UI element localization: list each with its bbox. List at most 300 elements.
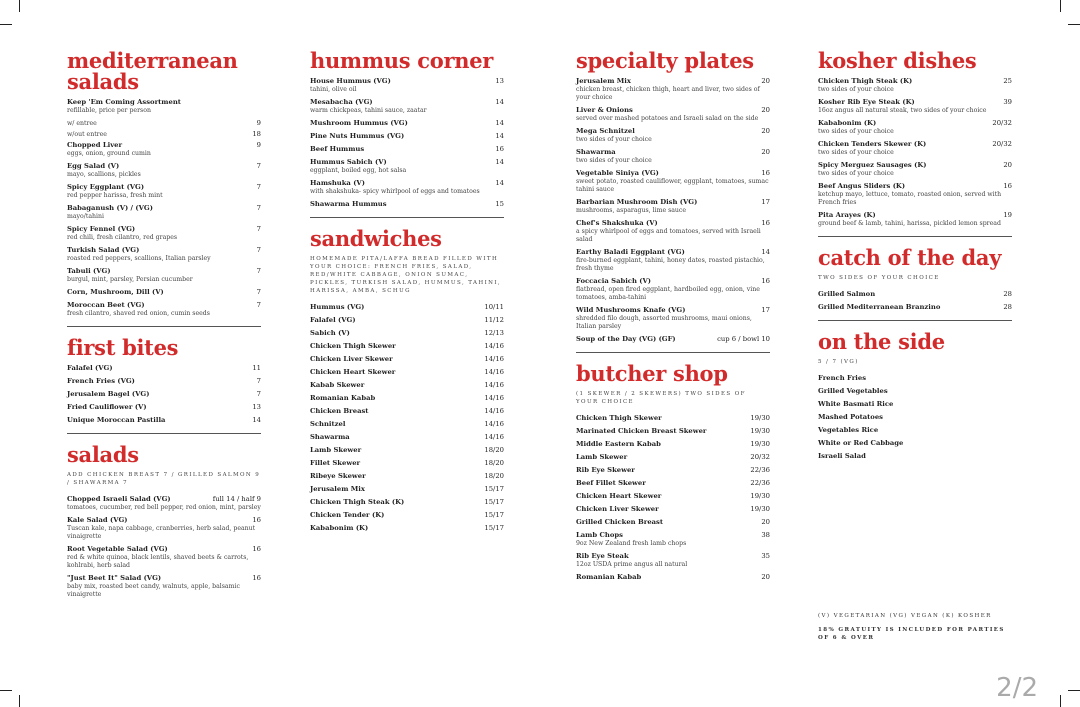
crop-mark-tl <box>0 24 12 25</box>
section-divider <box>576 352 770 353</box>
crop-mark-br <box>1068 690 1080 691</box>
item-price: 20 <box>761 127 770 135</box>
menu-item <box>310 524 504 533</box>
item-name: Grilled Mediterranean Branzino <box>818 303 941 311</box>
item-name: Chicken Thigh Steak (K) <box>818 77 913 85</box>
item-name: Vegetable Siniya (VG) <box>576 169 659 177</box>
menu-item <box>67 390 261 399</box>
section-heading: catch of the day <box>818 245 1002 270</box>
item-price: 11/12 <box>484 316 504 324</box>
item-price: 12/13 <box>484 329 504 337</box>
item-name: Liver & Onions <box>576 106 633 114</box>
menu-section-catch-of-the-day <box>818 247 1012 321</box>
menu-item <box>310 303 504 312</box>
item-name: Chicken Thigh Skewer <box>310 342 396 350</box>
menu-item <box>67 574 261 599</box>
item-name: Chicken Breast <box>310 407 369 415</box>
menu-item <box>818 98 1012 115</box>
menu-item <box>310 158 504 175</box>
item-name: Wild Mushrooms Knafe (VG) <box>576 306 686 314</box>
item-name: Middle Eastern Kabab <box>576 440 661 448</box>
item-description: two sides of your choice <box>576 136 652 143</box>
menu-item <box>576 306 770 331</box>
menu-item <box>576 492 770 501</box>
item-name: Root Vegetable Salad (VG) <box>67 545 168 553</box>
menu-item <box>576 77 770 102</box>
item-price: 35 <box>761 552 770 560</box>
item-price: 20/32 <box>992 140 1012 148</box>
item-description: sweet potato, roasted cauliflower, eggplant, tomatoes, sumac tahini sauce <box>576 178 769 193</box>
menu-item <box>818 387 1012 396</box>
section-divider <box>818 236 1012 237</box>
menu-item <box>818 77 1012 94</box>
section-heading: butcher shop <box>576 361 728 386</box>
menu-item <box>310 119 504 128</box>
item-description: red chili, fresh cilantro, red grapes <box>67 234 178 241</box>
item-name: Falafel (VG) <box>310 316 356 324</box>
item-price: 20 <box>761 77 770 85</box>
menu-column-4 <box>818 50 1012 465</box>
item-name: Fried Cauliflower (V) <box>67 403 147 411</box>
section-heading: hummus corner <box>310 48 494 73</box>
menu-item <box>576 277 770 302</box>
menu-item <box>310 498 504 507</box>
menu-section-salads <box>67 444 261 599</box>
item-name: Chef's Shakshuka (V) <box>576 219 658 227</box>
item-name: Sabich (V) <box>310 329 350 337</box>
item-price: 16 <box>761 277 770 285</box>
item-price: 14 <box>495 132 504 140</box>
item-name: Rib Eye Skewer <box>576 466 635 474</box>
item-price: 11 <box>252 364 261 372</box>
menu-item <box>67 130 261 139</box>
item-name: Spicy Eggplant (VG) <box>67 183 145 191</box>
menu-item <box>310 511 504 520</box>
diet-legend: (V) VEGETARIAN (VG) VEGAN (K) KOSHER <box>818 613 992 619</box>
item-price: 16 <box>761 219 770 227</box>
menu-section-specialty-plates <box>576 50 770 353</box>
item-price: 14/16 <box>484 368 504 376</box>
menu-item <box>576 106 770 123</box>
menu-item <box>576 573 770 582</box>
menu-item <box>310 381 504 390</box>
item-description: two sides of your choice <box>818 128 894 135</box>
section-heading: specialty plates <box>576 48 754 73</box>
item-price: 28 <box>1003 290 1012 298</box>
menu-item <box>67 183 261 200</box>
crop-mark-bl-v <box>19 695 20 707</box>
item-name: Chicken Heart Skewer <box>576 492 662 500</box>
menu-item <box>576 427 770 436</box>
item-name: Shawarma <box>310 433 350 441</box>
item-name: Earthy Baladi Eggplant (VG) <box>576 248 685 256</box>
item-price: 18/20 <box>484 472 504 480</box>
item-description: fresh cilantro, shaved red onion, cumin seeds <box>67 310 210 317</box>
item-name: Shawarma Hummus <box>310 200 387 208</box>
menu-item <box>818 211 1012 228</box>
item-name: Marinated Chicken Breast Skewer <box>576 427 707 435</box>
item-description: roasted red peppers, scallions, Italian parsley <box>67 255 211 262</box>
item-description: two sides of your choice <box>818 149 894 156</box>
menu-item <box>67 364 261 373</box>
item-name: Shawarma <box>576 148 616 156</box>
menu-item <box>310 368 504 377</box>
item-price: 20 <box>761 518 770 526</box>
item-description: Tuscan kale, napa cabbage, cranberries, herb salad, peanut vinaigrette <box>67 525 256 540</box>
menu-item <box>310 355 504 364</box>
item-name: House Hummus (VG) <box>310 77 391 85</box>
item-name: Romanian Kabab <box>576 573 642 581</box>
menu-item <box>67 516 261 541</box>
item-option: w/ entree <box>67 120 97 127</box>
menu-item <box>67 545 261 570</box>
menu-section-mediterranean-salads <box>67 50 261 327</box>
item-name: Hummus Sabich (V) <box>310 158 387 166</box>
menu-section-on-the-side <box>818 331 1012 461</box>
menu-item <box>576 148 770 165</box>
item-price: 19/30 <box>750 427 770 435</box>
menu-item <box>310 433 504 442</box>
item-name: Grilled Vegetables <box>818 387 888 395</box>
item-price: 18/20 <box>484 459 504 467</box>
item-price: 7 <box>256 183 261 191</box>
menu-item <box>67 377 261 386</box>
item-price: 7 <box>256 225 261 233</box>
item-price: 20 <box>761 106 770 114</box>
menu-item <box>67 246 261 263</box>
item-name: Kababonim (K) <box>818 119 877 127</box>
item-name: Hamshuka (V) <box>310 179 365 187</box>
item-name: Falafel (VG) <box>67 364 113 372</box>
item-name: Beef Angus Sliders (K) <box>818 182 906 190</box>
menu-item <box>310 446 504 455</box>
menu-item <box>576 552 770 569</box>
item-price: 39 <box>1003 98 1012 106</box>
item-description: eggplant, boiled egg, hot salsa <box>310 167 407 174</box>
item-description: served over mashed potatoes and Israeli salad on the side <box>576 115 759 122</box>
item-name: Mega Schnitzel <box>576 127 635 135</box>
item-name: Kale Salad (VG) <box>67 516 128 524</box>
item-name: Lamb Chops <box>576 531 623 539</box>
item-name: Grilled Chicken Breast <box>576 518 664 526</box>
menu-item <box>310 342 504 351</box>
item-description: refillable, price per person <box>67 107 151 114</box>
item-price: 16 <box>761 169 770 177</box>
item-name: Pine Nuts Hummus (VG) <box>310 132 405 140</box>
item-price: 14/16 <box>484 381 504 389</box>
item-name: Moroccan Beet (VG) <box>67 301 145 309</box>
item-description: ketchup mayo, lettuce, tomato, roasted onion, served with French fries <box>818 191 1002 206</box>
item-name: Turkish Salad (VG) <box>67 246 140 254</box>
item-description: a spicy whirlpool of eggs and tomatoes, served with Israeli salad <box>576 228 761 243</box>
menu-section-sandwiches <box>310 228 504 533</box>
item-price: 15 <box>495 200 504 208</box>
item-description: red pepper harissa, fresh mint <box>67 192 163 199</box>
item-name: Jerusalem Bagel (VG) <box>67 390 150 398</box>
menu-item <box>310 98 504 115</box>
section-heading: kosher dishes <box>818 48 977 73</box>
section-heading: salads <box>67 442 139 467</box>
menu-section-hummus-corner <box>310 50 504 218</box>
menu-item <box>818 374 1012 383</box>
item-price: 19 <box>1003 211 1012 219</box>
item-price: 14 <box>495 158 504 166</box>
item-price: 18/20 <box>484 446 504 454</box>
menu-item <box>310 459 504 468</box>
item-name: Corn, Mushroom, Dill (V) <box>67 288 164 296</box>
item-name: Schnitzel <box>310 420 346 428</box>
item-price: 16 <box>252 516 261 524</box>
item-name: Beef Hummus <box>310 145 365 153</box>
item-price: 14/16 <box>484 407 504 415</box>
item-price: 19/30 <box>750 505 770 513</box>
item-name: Kosher Rib Eye Steak (K) <box>818 98 915 106</box>
menu-item <box>310 77 504 94</box>
menu-item <box>576 127 770 144</box>
item-price: 20 <box>761 573 770 581</box>
section-divider <box>67 433 261 434</box>
section-divider <box>67 326 261 327</box>
item-price: 22/36 <box>750 479 770 487</box>
item-name: Chicken Heart Skewer <box>310 368 396 376</box>
item-name: Unique Moroccan Pastilla <box>67 416 166 424</box>
item-price: 28 <box>1003 303 1012 311</box>
menu-section-kosher-dishes <box>818 50 1012 237</box>
item-name: Israeli Salad <box>818 452 866 460</box>
section-note: 5 / 7 (VG) <box>818 359 859 365</box>
item-name: Chicken Thigh Steak (K) <box>310 498 405 506</box>
item-description: 9oz New Zealand fresh lamb chops <box>576 540 687 547</box>
item-name: French Fries <box>818 374 867 382</box>
item-price: 22/36 <box>750 466 770 474</box>
menu-item <box>576 466 770 475</box>
item-name: Beef Fillet Skewer <box>576 479 646 487</box>
item-price: 14 <box>495 179 504 187</box>
menu-item <box>818 303 1012 312</box>
item-price: 9 <box>256 141 261 149</box>
menu-item <box>576 198 770 215</box>
item-description: warm chickpeas, tahini sauce, zaatar <box>310 107 427 114</box>
item-price: 20/32 <box>750 453 770 461</box>
item-name: Jerusalem Mix <box>310 485 365 493</box>
menu-item <box>818 140 1012 157</box>
section-note: HOMEMADE PITA/LAFFA BREAD FILLED WITH YOUR CHOICE: FRENCH FRIES, SALAD, RED/WHITE CABBAGE, ONION SUMAC, PICKLES, TURKISH SALAD, HUMMUS, TAHINI, HARISSA, AMBA, SCHUG <box>310 256 502 294</box>
menu-item <box>310 329 504 338</box>
item-name: Chicken Liver Skewer <box>310 355 393 363</box>
item-description: 12oz USDA prime angus all natural <box>576 561 688 568</box>
menu-section-butcher-shop <box>576 363 770 582</box>
item-price: 16 <box>252 545 261 553</box>
item-price: 7 <box>256 377 261 385</box>
item-price: 9 <box>256 119 261 127</box>
item-description: tahini, olive oil <box>310 86 357 93</box>
menu-item <box>67 301 261 318</box>
menu-item <box>576 440 770 449</box>
item-name: Ribeye Skewer <box>310 472 366 480</box>
menu-column-1 <box>67 50 261 603</box>
item-name: Rib Eye Steak <box>576 552 629 560</box>
menu-item <box>67 416 261 425</box>
menu-item <box>310 472 504 481</box>
item-description: ground beef & lamb, tahini, harissa, pickled lemon spread <box>818 220 1001 227</box>
menu-item <box>310 145 504 154</box>
item-price: 14/16 <box>484 433 504 441</box>
legend <box>818 612 1018 642</box>
item-name: White or Red Cabbage <box>818 439 904 447</box>
menu-item <box>67 162 261 179</box>
section-note: ADD CHICKEN BREAST 7 / GRILLED SALMON 9 / SHAWARMA 7 <box>67 472 261 486</box>
item-name: Keep 'Em Coming Assortment <box>67 98 181 106</box>
section-heading: mediterranean salads <box>67 48 238 94</box>
item-price: 7 <box>256 162 261 170</box>
menu-item <box>818 426 1012 435</box>
menu-column-3 <box>576 50 770 586</box>
item-description: mushrooms, asparagus, lime sauce <box>576 207 687 214</box>
item-description: chicken breast, chicken thigh, heart and liver, two sides of your choice <box>576 86 760 101</box>
item-price: 38 <box>761 531 770 539</box>
item-name: Barbarian Mushroom Dish (VG) <box>576 198 698 206</box>
item-name: Grilled Salmon <box>818 290 876 298</box>
menu-item <box>67 119 261 128</box>
item-price: 7 <box>256 246 261 254</box>
item-description: two sides of your choice <box>818 86 894 93</box>
item-price: 7 <box>256 301 261 309</box>
menu-item <box>818 452 1012 461</box>
item-description: fire-burned eggplant, tahini, honey dates, roasted pistachio, fresh thyme <box>576 257 765 272</box>
item-name: "Just Beet It" Salad (VG) <box>67 574 162 582</box>
menu-item <box>67 204 261 221</box>
menu-item <box>576 505 770 514</box>
item-name: Chicken Tenders Skewer (K) <box>818 140 927 148</box>
item-name: Romanian Kabab <box>310 394 376 402</box>
menu-item <box>67 141 261 158</box>
section-divider <box>818 320 1012 321</box>
menu-item <box>576 479 770 488</box>
menu-column-2 <box>310 50 504 537</box>
item-description: mayo/tahini <box>67 213 104 220</box>
item-price: 7 <box>256 204 261 212</box>
item-price: 14/16 <box>484 394 504 402</box>
item-name: Lamb Skewer <box>310 446 362 454</box>
item-price: 16 <box>495 145 504 153</box>
item-price: 14/16 <box>484 355 504 363</box>
crop-mark-tr-v <box>1060 0 1061 12</box>
menu-item <box>818 400 1012 409</box>
item-price: 17 <box>761 198 770 206</box>
menu-item <box>67 225 261 242</box>
menu-item <box>576 248 770 273</box>
item-name: Mesabacha (VG) <box>310 98 373 106</box>
item-description: mayo, scallions, pickles <box>67 171 141 178</box>
menu-item <box>576 219 770 244</box>
item-price: 20/32 <box>992 119 1012 127</box>
section-note: (1 SKEWER / 2 SKEWERS) TWO SIDES OF YOUR CHOICE <box>576 391 746 405</box>
crop-mark-bl <box>0 690 12 691</box>
item-name: Spicy Fennel (VG) <box>67 225 136 233</box>
item-name: Fillet Skewer <box>310 459 361 467</box>
item-price: 15/17 <box>484 524 504 532</box>
item-description: with shakshuka- spicy whirlpool of eggs and tomatoes <box>310 188 480 195</box>
menu-item <box>576 453 770 462</box>
item-price: 16 <box>252 574 261 582</box>
item-price: 10/11 <box>484 303 504 311</box>
menu-item <box>310 485 504 494</box>
item-price: 15/17 <box>484 498 504 506</box>
item-description: two sides of your choice <box>576 157 652 164</box>
item-price: 14 <box>761 248 770 256</box>
item-price: 14 <box>495 98 504 106</box>
item-name: Tabuli (VG) <box>67 267 111 275</box>
item-name: Hummus (VG) <box>310 303 365 311</box>
item-name: Chicken Tender (K) <box>310 511 385 519</box>
item-price: full 14 / half 9 <box>212 495 261 503</box>
item-price: 14/16 <box>484 342 504 350</box>
item-name: Chicken Thigh Skewer <box>576 414 662 422</box>
menu-item <box>818 161 1012 178</box>
item-name: Babaganush (V) / (VG) <box>67 204 153 212</box>
item-name: Soup of the Day (VG) (GF) <box>576 335 676 343</box>
item-price: 14/16 <box>484 420 504 428</box>
item-name: French Fries (VG) <box>67 377 135 385</box>
item-name: Jerusalem Mix <box>576 77 631 85</box>
item-name: Egg Salad (V) <box>67 162 120 170</box>
item-price: 13 <box>252 403 261 411</box>
item-name: Mushroom Hummus (VG) <box>310 119 408 127</box>
menu-item <box>67 98 261 115</box>
item-description: two sides of your choice <box>818 170 894 177</box>
item-description: flatbread, open fired eggplant, hardboiled egg, onion, vine tomatoes, amba-tahini <box>576 286 760 301</box>
menu-item <box>576 335 770 344</box>
item-description: baby mix, roasted beet candy, walnuts, apple, balsamic vinaigrette <box>67 583 240 598</box>
item-price: 16 <box>1003 182 1012 190</box>
item-description: eggs, onion, ground cumin <box>67 150 151 157</box>
menu-item <box>67 267 261 284</box>
item-description: tomatoes, cucumber, red bell pepper, red onion, mint, parsley <box>67 504 261 511</box>
menu-item <box>818 439 1012 448</box>
item-name: Foccacia Sabich (V) <box>576 277 651 285</box>
item-price: 15/17 <box>484 485 504 493</box>
item-price: 20 <box>761 148 770 156</box>
menu-item <box>818 119 1012 136</box>
crop-mark-tr <box>1068 24 1080 25</box>
menu-item <box>310 316 504 325</box>
menu-item <box>576 531 770 548</box>
page-number: 2/2 <box>996 673 1038 703</box>
item-name: Kababonim (K) <box>310 524 369 532</box>
crop-mark-br-v <box>1060 695 1061 707</box>
item-price: 19/30 <box>750 414 770 422</box>
item-price: 18 <box>252 130 261 138</box>
item-description: 16oz angus all natural steak, two sides of your choice <box>818 107 987 114</box>
menu-item <box>818 413 1012 422</box>
menu-item <box>310 394 504 403</box>
menu-item <box>818 182 1012 207</box>
item-description: burgul, mint, parsley, Persian cucumber <box>67 276 193 283</box>
item-price: 19/30 <box>750 492 770 500</box>
menu-item <box>310 420 504 429</box>
item-name: Kabab Skewer <box>310 381 365 389</box>
item-description: shredded filo dough, assorted mushrooms, maui onions, Italian parsley <box>576 315 752 330</box>
menu-item <box>310 132 504 141</box>
item-price: 25 <box>1003 77 1012 85</box>
menu-item <box>576 169 770 194</box>
item-price: 7 <box>256 390 261 398</box>
item-description: red & white quinoa, black lentils, shaved beets & carrots, kohlrabi, herb salad <box>67 554 249 569</box>
section-note: TWO SIDES OF YOUR CHOICE <box>818 275 940 281</box>
crop-mark-tl-v <box>19 0 20 12</box>
menu-item <box>310 407 504 416</box>
item-name: Mashed Potatoes <box>818 413 883 421</box>
